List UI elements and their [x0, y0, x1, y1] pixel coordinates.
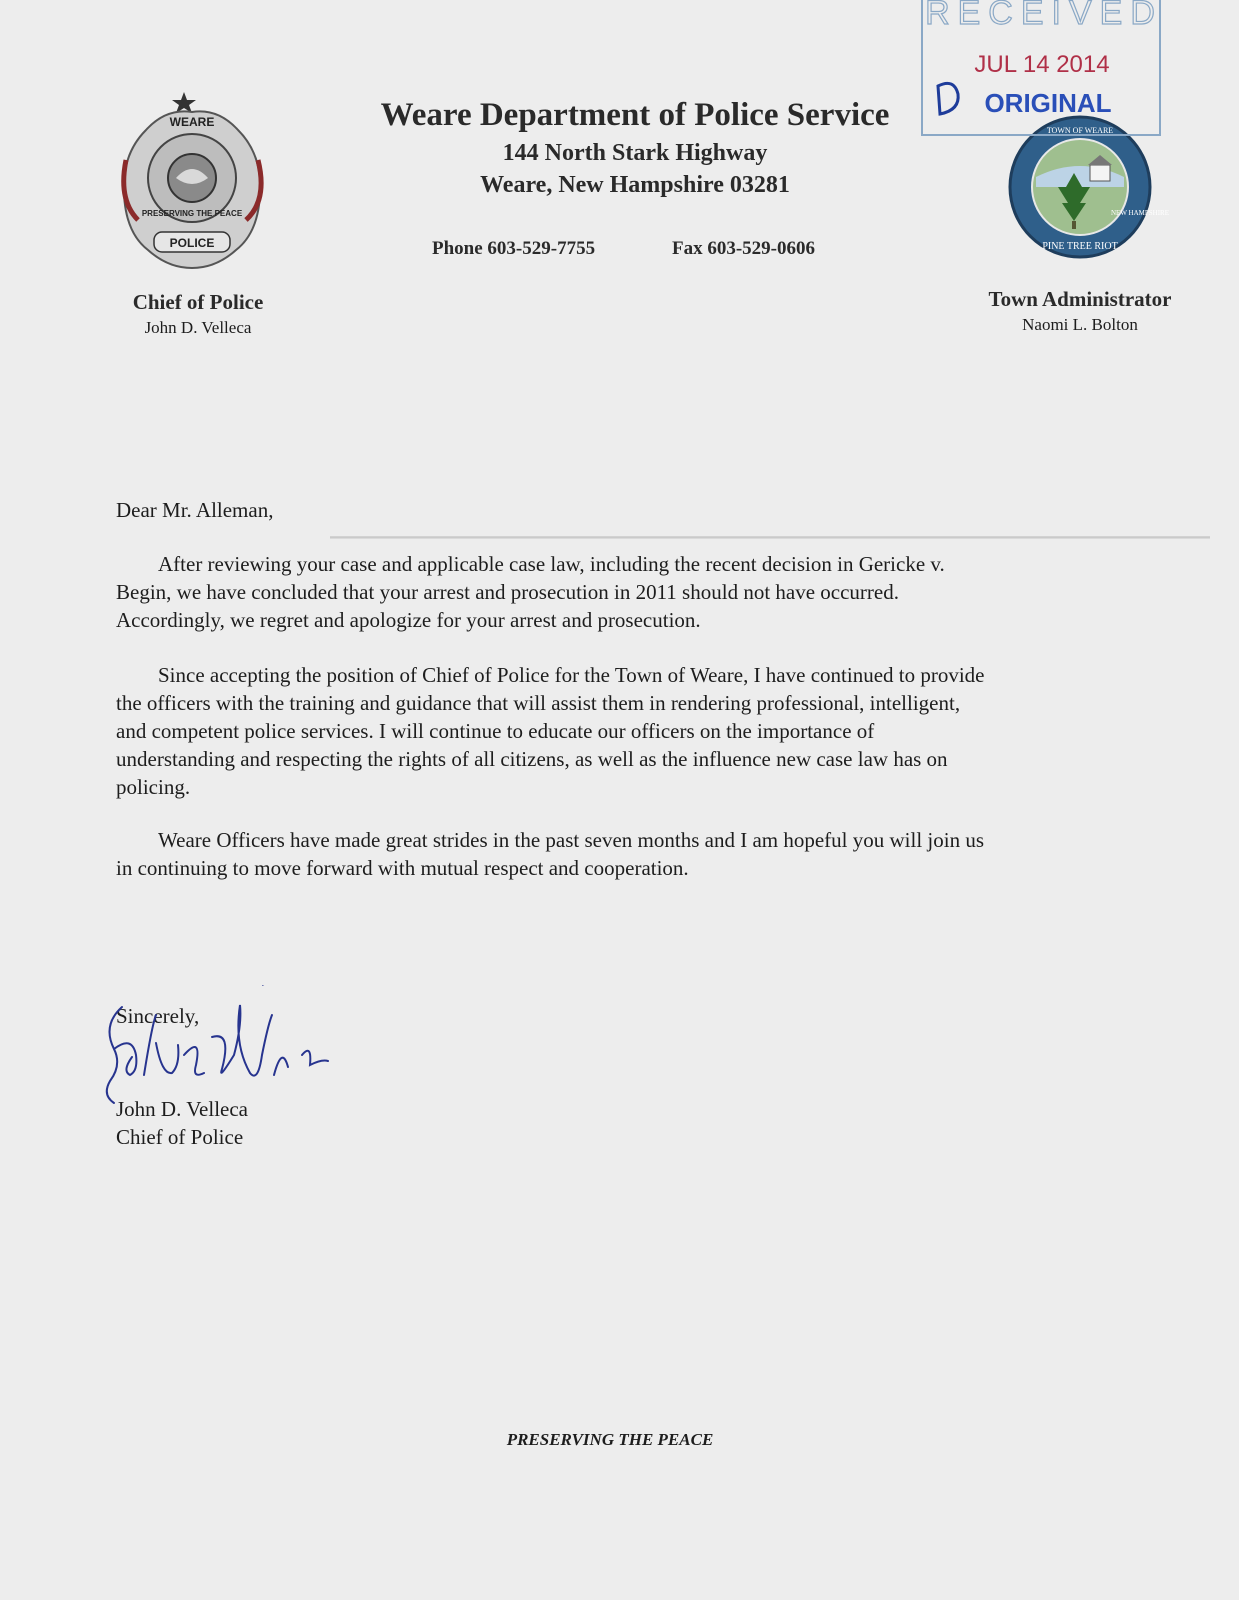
stamp-date: JUL 14 2014	[974, 51, 1110, 78]
seal-text-left: TOWN OF WEARE	[1046, 126, 1114, 135]
paragraph-2	[116, 661, 1126, 801]
paragraph-2-line: policing.	[116, 775, 191, 799]
signer-name: John D. Velleca	[116, 1097, 248, 1121]
administrator-title: Town Administrator	[988, 287, 1172, 311]
paragraph-1-line: Accordingly, we regret and apologize for your arrest and prosecution.	[116, 608, 701, 632]
signer-title: Chief of Police	[116, 1125, 244, 1149]
paragraph-3-line: Weare Officers have made great strides in the past seven months and I am hopeful you will join us	[158, 828, 985, 852]
seal-text-bottom: PINE TREE RIOT	[1042, 241, 1118, 252]
department-name: Weare Department of Police Service	[380, 97, 890, 133]
badge-text-bottom: POLICE	[169, 236, 215, 250]
fax-number: Fax 603-529-0606	[672, 238, 816, 259]
paper-fold	[330, 536, 1210, 539]
paragraph-1	[116, 550, 1126, 634]
police-badge-logo	[118, 90, 268, 275]
stamp-received-text: RECEIVED	[925, 0, 1163, 32]
paragraph-1-line: Begin, we have concluded that your arrest and prosecution in 2011 should not have occurred.	[116, 580, 899, 604]
chief-title: Chief of Police	[132, 290, 264, 314]
paragraph-2-line: the officers with the training and guidance that will assist them in rendering professional, intelligent,	[116, 691, 961, 715]
footer-motto: PRESERVING THE PEACE	[506, 1430, 714, 1449]
paragraph-3-line: in continuing to move forward with mutual respect and cooperation.	[116, 856, 689, 880]
badge-text-top: WEARE	[169, 115, 215, 129]
administrator-name: Naomi L. Bolton	[1022, 315, 1138, 334]
stamp-original-text: ORIGINAL	[984, 88, 1112, 118]
badge-text-ring: PRESERVING THE PEACE	[141, 209, 243, 218]
paragraph-3	[116, 826, 1126, 882]
salutation: Dear Mr. Alleman,	[116, 498, 274, 522]
paragraph-2-line: and competent police services. I will continue to educate our officers on the importance of	[116, 719, 875, 743]
phone-number: Phone 603-529-7755	[432, 238, 596, 259]
address-line-2: Weare, New Hampshire 03281	[480, 172, 790, 198]
address-line-1: 144 North Stark Highway	[502, 140, 768, 166]
paragraph-1-line: After reviewing your case and applicable case law, including the recent decision in Gericke v.	[158, 552, 945, 576]
received-stamp	[920, 0, 1170, 140]
paragraph-2-line: understanding and respecting the rights of all citizens, as well as the influence new case law has on	[116, 747, 948, 771]
seal-text-right: NEW HAMPSHIRE	[1110, 209, 1170, 217]
chief-name: John D. Velleca	[144, 318, 252, 337]
closing: Sincerely,	[116, 1004, 200, 1028]
paragraph-2-line: Since accepting the position of Chief of Police for the Town of Weare, I have continued to provide	[158, 663, 985, 687]
